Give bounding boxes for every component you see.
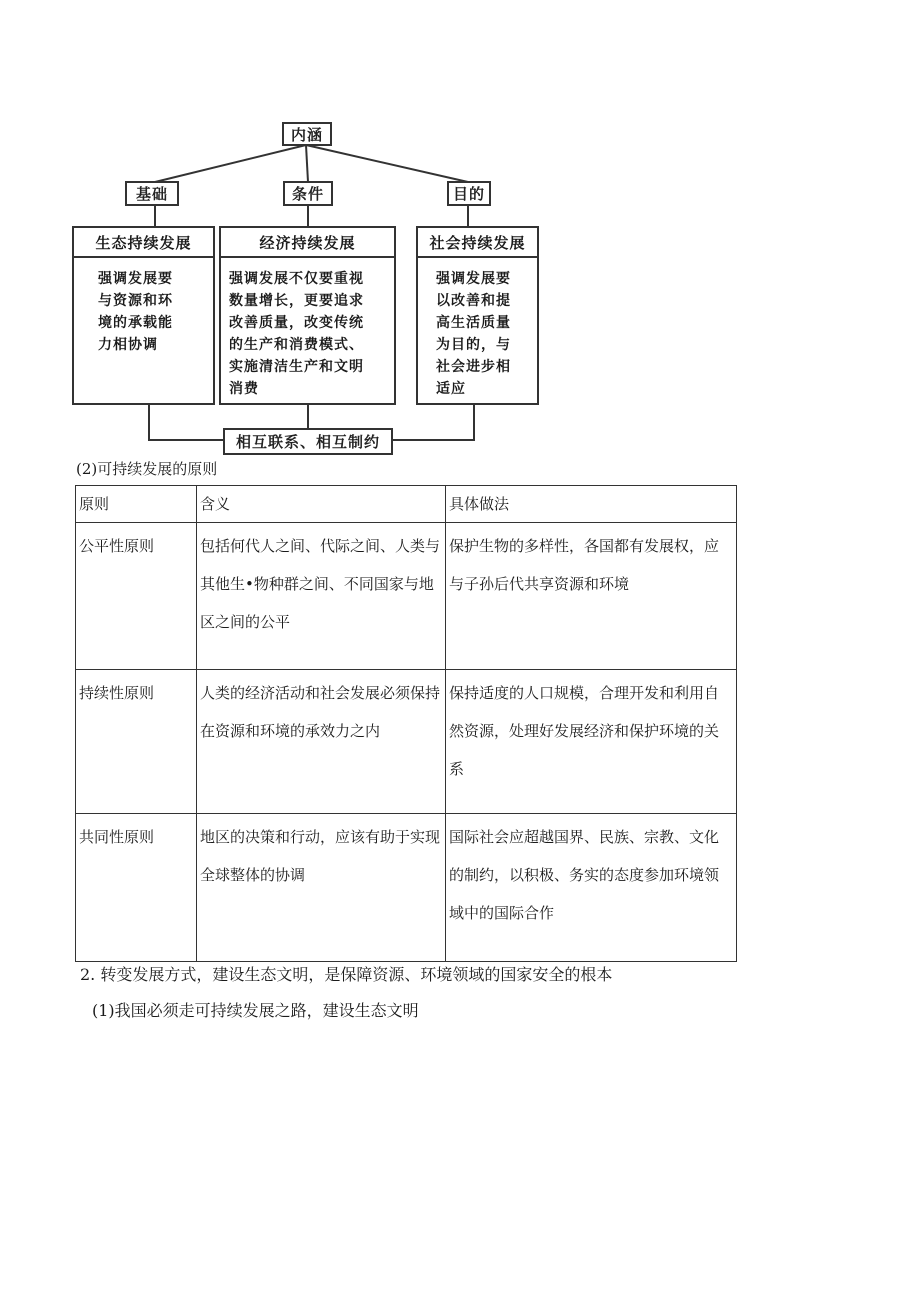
principles-caption: (2)可持续发展的原则 bbox=[76, 460, 218, 478]
table-header-row bbox=[76, 486, 737, 523]
header-principle: 原则 bbox=[76, 486, 197, 523]
foundation-box: 基础 bbox=[125, 181, 179, 206]
principle-cell: 共同性原则 bbox=[76, 814, 197, 962]
section-heading-2: 2. 转变发展方式，建设生态文明，是保障资源、环境领域的国家安全的根本 bbox=[80, 965, 613, 984]
condition-box: 条件 bbox=[283, 181, 333, 206]
social-sustainability-box bbox=[416, 226, 539, 405]
table-row bbox=[76, 814, 737, 962]
table-row bbox=[76, 523, 737, 670]
ecological-sustainability-box bbox=[72, 226, 215, 405]
principle-cell: 公平性原则 bbox=[76, 523, 197, 670]
meaning-cell: 地区的决策和行动，应该有助于实现全球整体的协调 bbox=[197, 814, 446, 962]
connotation-diagram bbox=[70, 118, 540, 463]
ecological-sustainability-title: 生态持续发展 bbox=[74, 228, 213, 258]
practice-cell: 保持适度的人口规模，合理开发和利用自然资源，处理好发展经济和保护环境的关系 bbox=[446, 670, 737, 814]
connotation-box: 内涵 bbox=[282, 122, 332, 146]
practice-cell: 国际社会应超越国界、民族、宗教、文化的制约，以积极、务实的态度参加环境领域中的国际合作 bbox=[446, 814, 737, 962]
header-meaning: 含义 bbox=[197, 486, 446, 523]
social-sustainability-text: 强调发展要 以改善和提 高生活质量 为目的，与 社会进步相 适应 bbox=[436, 271, 511, 397]
economic-sustainability-title: 经济持续发展 bbox=[221, 228, 394, 258]
meaning-cell: 人类的经济活动和社会发展必须保持在资源和环境的承效力之内 bbox=[197, 670, 446, 814]
principles-table bbox=[75, 485, 737, 962]
header-practice: 具体做法 bbox=[446, 486, 737, 523]
economic-sustainability-text: 强调发展不仅要重视 数量增长，更要追求 改善质量，改变传统 的生产和消费模式、 实施清洁生产和文明 消费 bbox=[229, 271, 364, 397]
purpose-box: 目的 bbox=[447, 181, 491, 206]
practice-cell: 保护生物的多样性，各国都有发展权，应与子孙后代共享资源和环境 bbox=[446, 523, 737, 670]
table-row bbox=[76, 670, 737, 814]
ecological-sustainability-text: 强调发展要 与资源和环 境的承载能 力相协调 bbox=[98, 271, 173, 353]
meaning-cell: 包括何代人之间、代际之间、人类与其他生•物种群之间、不同国家与地区之间的公平 bbox=[197, 523, 446, 670]
subsection-heading-1: (1)我国必须走可持续发展之路，建设生态文明 bbox=[92, 1001, 419, 1020]
economic-sustainability-box bbox=[219, 226, 396, 405]
interrelation-box: 相互联系、相互制约 bbox=[223, 428, 393, 455]
principle-cell: 持续性原则 bbox=[76, 670, 197, 814]
social-sustainability-title: 社会持续发展 bbox=[418, 228, 537, 258]
